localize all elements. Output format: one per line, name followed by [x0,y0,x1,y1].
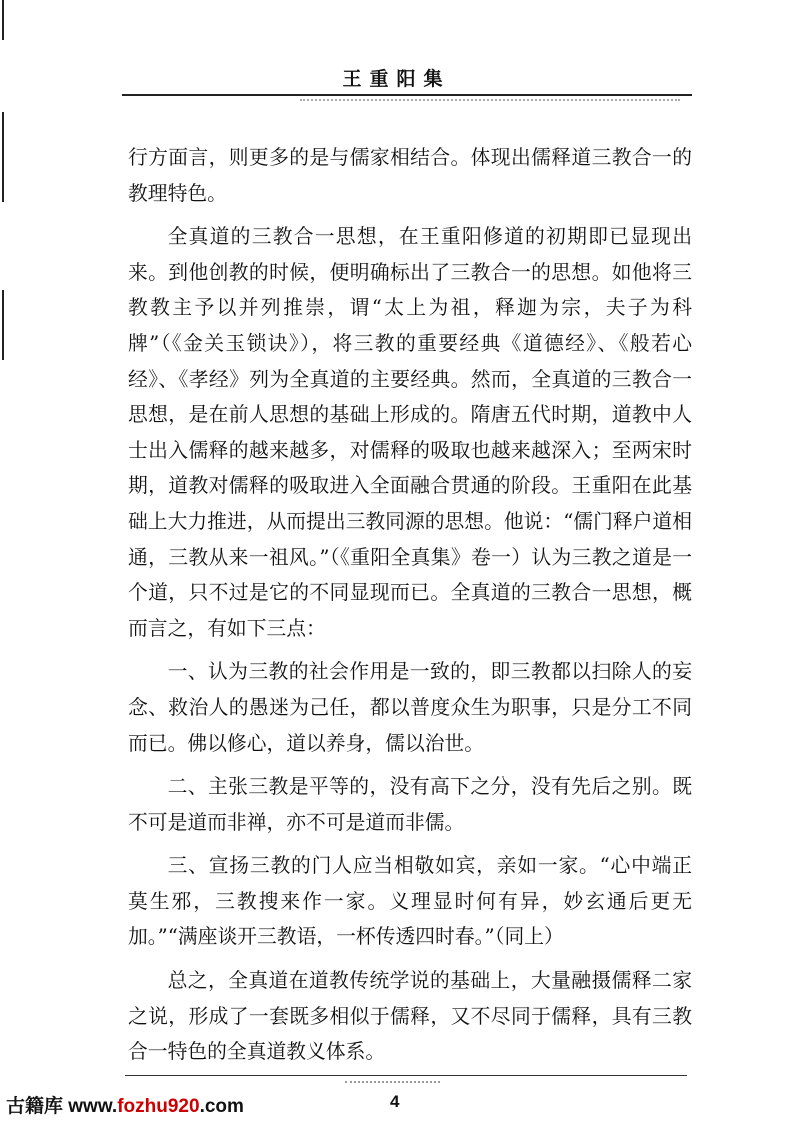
paragraph: 二、主张三教是平等的，没有高下之分，没有先后之别。既不可是道而非禅，亦不可是道而非儒。 [128,775,692,834]
body-text [128,140,692,1070]
running-head-title: 王重阳集 [342,68,451,90]
paragraph: 一、认为三教的社会作用是一致的，即三教都以扫除人的妄念、救治人的愚迷为己任，都以普度众生为职事，只是分工不同而已。佛以修心，道以养身，儒以治世。 [128,660,692,755]
site-watermark [6,1091,244,1118]
paragraph: 全真道的三教合一思想，在王重阳修道的初期即已显现出来。到他创教的时候，便明确标出了三教合一的思想。如他将三教教主予以并列推崇，谓“太上为祖，释迦为宗，夫子为科牌”（《金关玉锁诀》），将三教的重要经典《道德经》、《般若心经》、《孝经》列为全真道的主要经典。然而，全真道的三教合一思想，是在前人思想的基础上形成的。隋唐五代时期，道教中人士出入儒释的越来越多，对儒释的吸取也越来越深入；至两宋时期，道教对儒释的吸取进入全面融合贯通的阶段。王重阳在此基础上大力推进，从而提出三教同源的思想。他说：“儒门释户道相通，三教从来一祖风。”（《重阳全真集》卷一）认为三教之道是一个道，只不过是它的不同显现而已。全真道的三教合一思想，概而言之，有如下三点： [128,225,692,640]
paragraph: 行方面言，则更多的是与儒家相结合。体现出儒释道三教合一的教理特色。 [128,146,692,205]
footer-rule [125,1075,687,1076]
scan-edge-mark [2,112,4,202]
scan-edge-mark [2,0,4,40]
footer-rule-dotted [345,1081,440,1083]
scan-edge-mark [2,290,4,360]
header-rule [122,94,692,96]
paragraph: 三、宣扬三教的门人应当相敬如宾，亲如一家。“心中端正莫生邪，三教搜来作一家。义理显时何有异，妙玄通后更无加。”“满座谈开三教语，一杯传透四时春。”（同上） [128,854,692,949]
watermark-highlight: fozhu920 [117,1096,200,1117]
watermark-prefix: 古籍库 www. [6,1096,118,1117]
watermark-suffix: .com [199,1096,244,1117]
header-rule-dotted [300,99,680,101]
page-number: 4 [390,1092,400,1111]
paragraph: 总之，全真道在道教传统学说的基础上，大量融摄儒释二家之说，形成了一套既多相似于儒释，又不尽同于儒释，具有三教合一特色的全真道教义体系。 [128,969,692,1064]
